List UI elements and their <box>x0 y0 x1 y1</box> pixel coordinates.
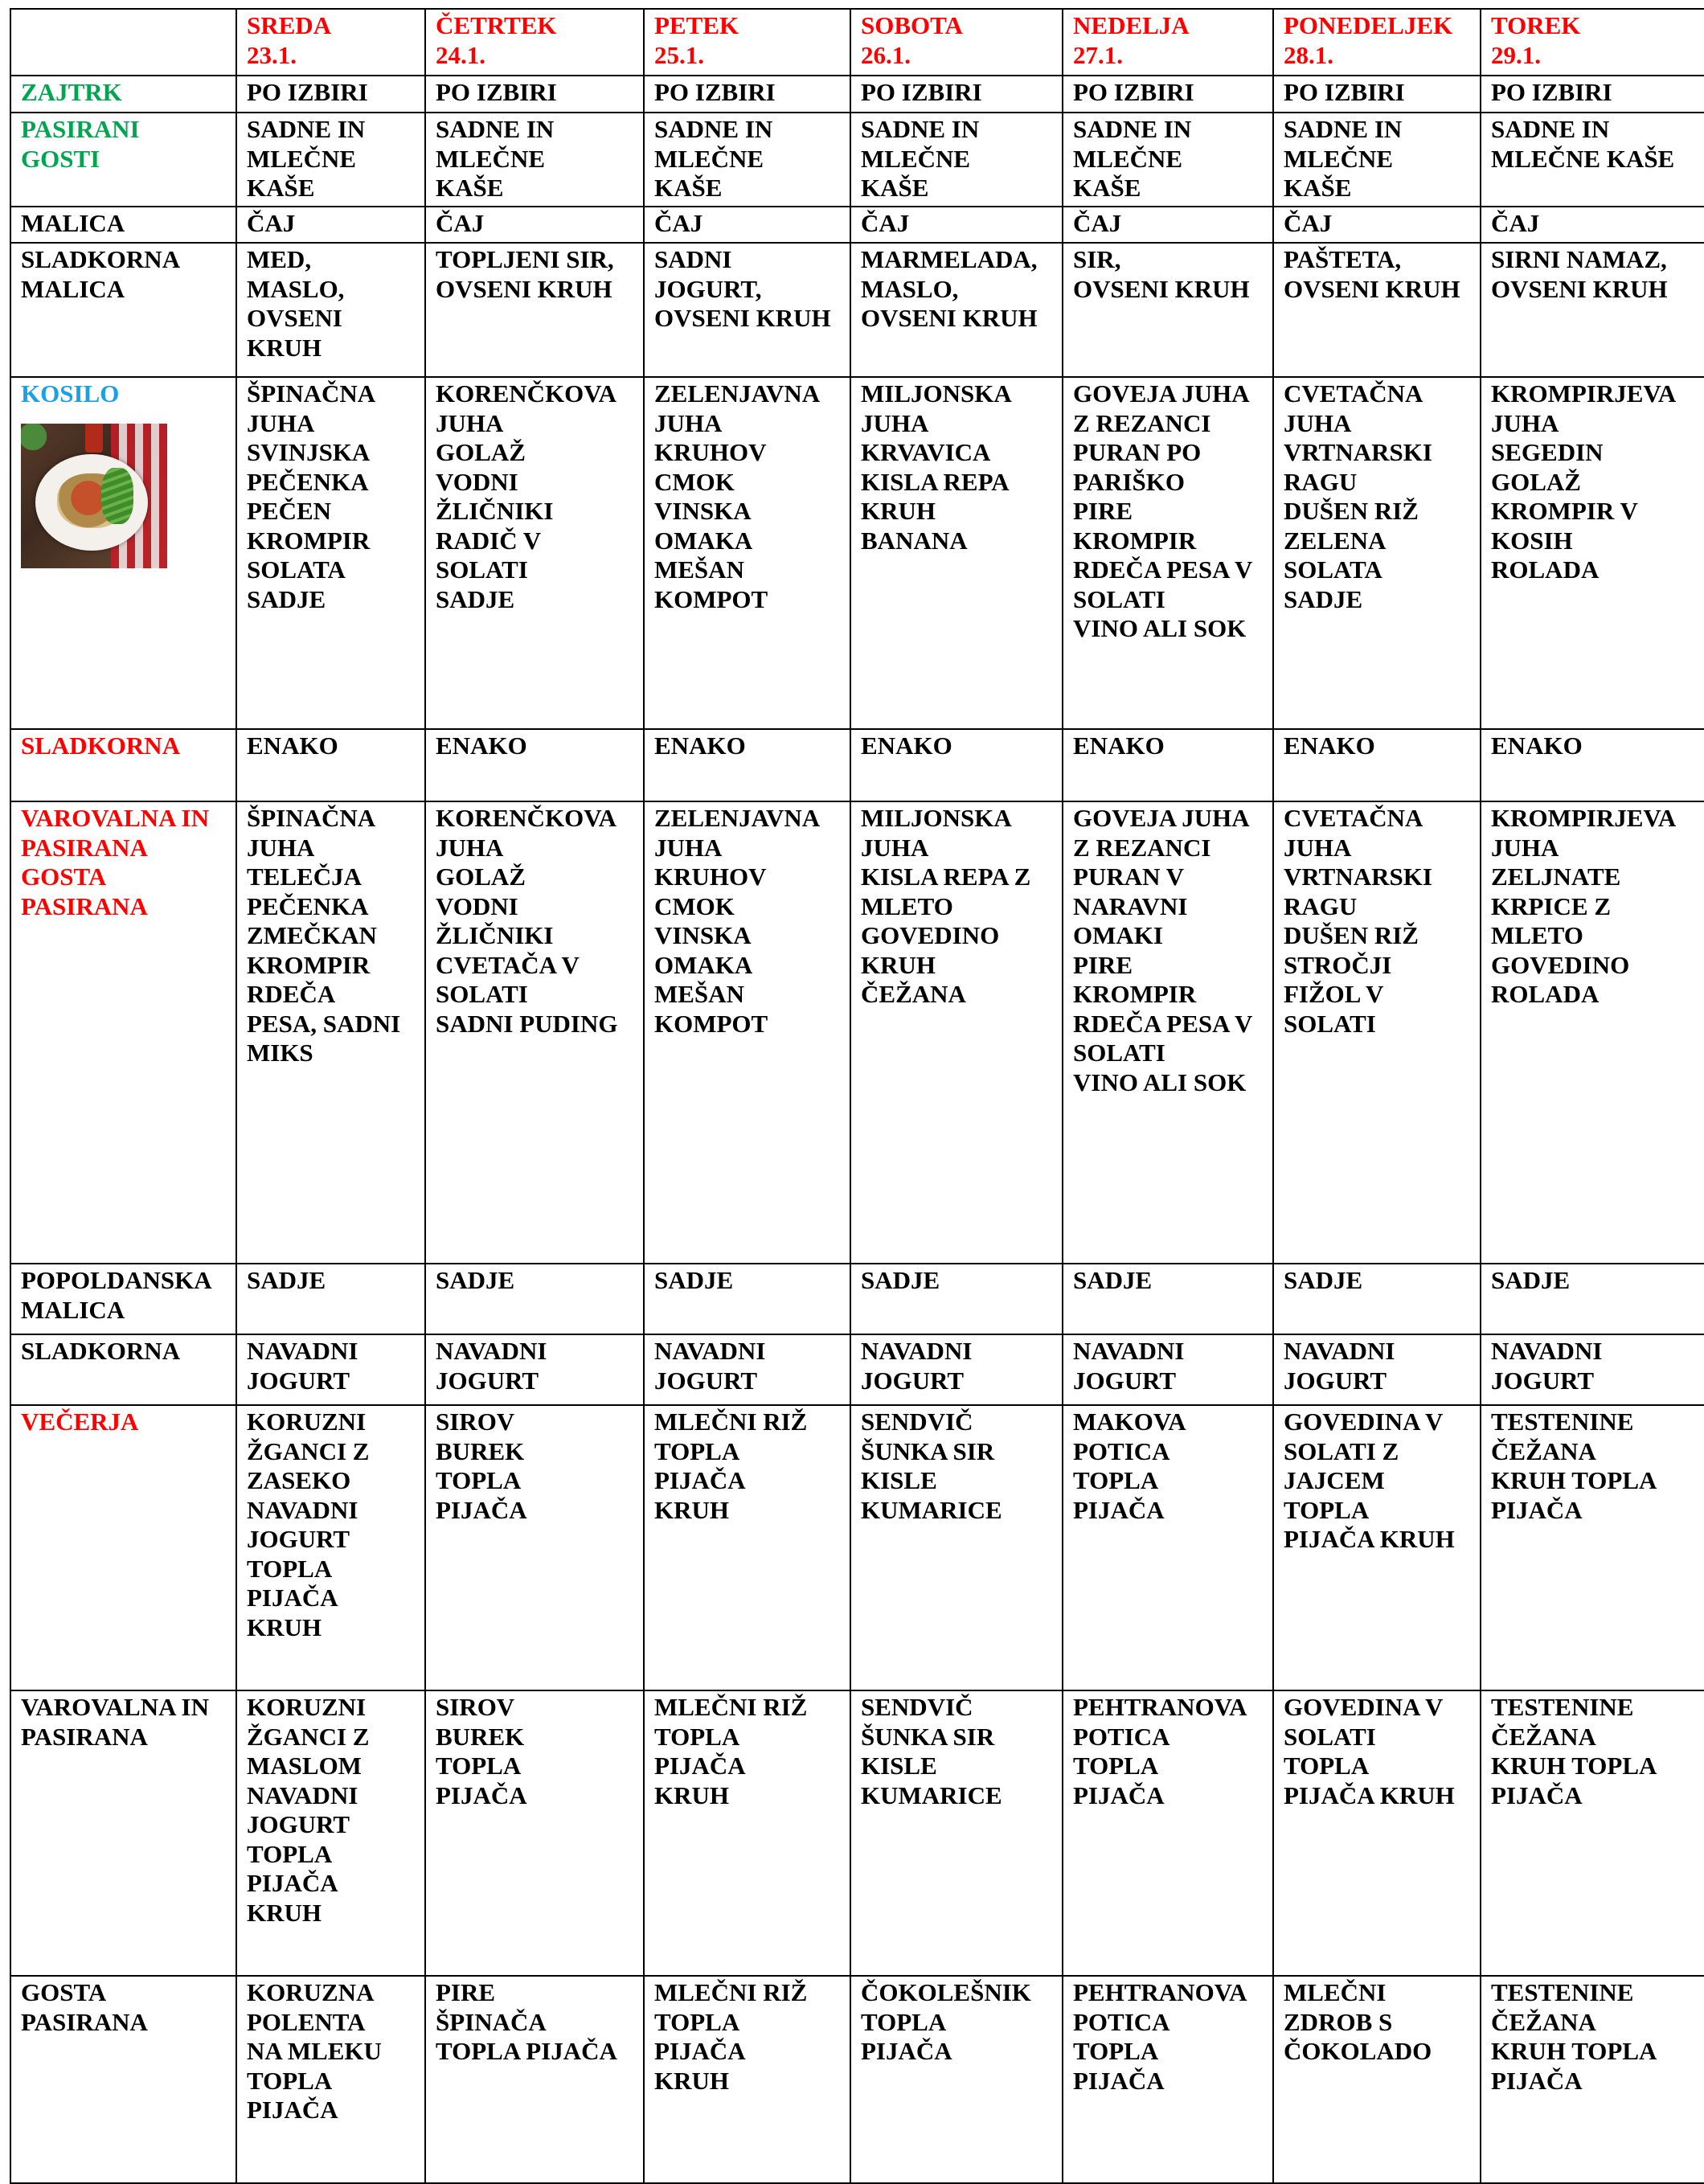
menu-item-text: TESTENINE ČEŽANA KRUH TOPLA PIJAČA <box>1491 1978 1657 2095</box>
menu-item-text: SADJE <box>247 1266 326 1294</box>
menu-cell <box>1063 1690 1273 1976</box>
day-name: ČETRTEK <box>436 11 557 39</box>
menu-item-text: CVETAČNA JUHA VRTNARSKI RAGU DUŠEN RIŽ STROČJI FIŽOL V SOLATI <box>1284 804 1432 1038</box>
meal-label-cell <box>10 1976 236 2183</box>
menu-item-text: SADNE IN MLEČNE KAŠE <box>1284 115 1403 202</box>
menu-cell <box>1273 1334 1481 1405</box>
menu-cell <box>425 76 644 113</box>
menu-item-text: NAVADNI JOGURT <box>436 1337 547 1395</box>
menu-item-text: NAVADNI JOGURT <box>247 1337 358 1395</box>
menu-cell <box>1481 1334 1704 1405</box>
menu-cell <box>644 729 850 801</box>
menu-item-text: PO IZBIRI <box>1073 78 1194 106</box>
menu-item-text: SADNE IN MLEČNE KAŠE <box>654 115 773 202</box>
menu-item-text: MAKOVA POTICA TOPLA PIJAČA <box>1073 1408 1186 1524</box>
menu-item-text: KROMPIRJEVA JUHA ZELJNATE KRPICE Z MLETO GOVEDINO ROLADA <box>1491 804 1677 1008</box>
menu-cell <box>1481 76 1704 113</box>
menu-cell <box>644 1405 850 1690</box>
day-header-cell <box>425 9 644 76</box>
food-photo-bottle <box>85 424 103 453</box>
menu-item-text: SENDVIČ ŠUNKA SIR KISLE KUMARICE <box>861 1693 1002 1809</box>
menu-item-text: SADNE IN MLEČNE KAŠE <box>1491 115 1675 173</box>
menu-item-text: MILJONSKA JUHA KISLA REPA Z MLETO GOVEDINO KRUH ČEŽANA <box>861 804 1031 1008</box>
menu-item-text: ČAJ <box>654 209 703 237</box>
menu-item-text: SADJE <box>436 1266 515 1294</box>
menu-item-text: NAVADNI JOGURT <box>654 1337 766 1395</box>
menu-cell <box>1063 1334 1273 1405</box>
menu-item-text: PO IZBIRI <box>654 78 776 106</box>
menu-item-text: GOVEDINA V SOLATI Z JAJCEM TOPLA PIJAČA KRUH <box>1284 1408 1455 1553</box>
menu-item-text: ŠPINAČNA JUHA SVINJSKA PEČENKA PEČEN KROMPIR SOLATA SADJE <box>247 379 376 613</box>
menu-item-text: KROMPIRJEVA JUHA SEGEDIN GOLAŽ KROMPIR V KOSIH ROLADA <box>1491 379 1677 584</box>
meal-label-cell <box>10 1405 236 1690</box>
menu-cell <box>1063 76 1273 113</box>
menu-cell <box>236 377 425 729</box>
menu-item-text: SADJE <box>861 1266 940 1294</box>
menu-cell <box>236 1334 425 1405</box>
meal-label-cell <box>10 1690 236 1976</box>
menu-item-text: ČAJ <box>861 209 910 237</box>
menu-cell <box>1273 729 1481 801</box>
menu-cell <box>236 1690 425 1976</box>
menu-cell <box>1481 1264 1704 1334</box>
menu-item-text: KORENČKOVA JUHA GOLAŽ VODNI ŽLIČNIKI CVETAČA V SOLATI SADNI PUDING <box>436 804 618 1038</box>
menu-cell <box>1481 1690 1704 1976</box>
meal-label-cell <box>10 207 236 243</box>
meal-label: POPOLDANSKA MALICA <box>21 1266 212 1324</box>
menu-cell <box>1273 113 1481 207</box>
meal-row <box>10 76 1704 113</box>
menu-cell <box>425 1264 644 1334</box>
menu-item-text: PAŠTETA, OVSENI KRUH <box>1284 245 1460 303</box>
menu-item-text: TOPLJENI SIR, OVSENI KRUH <box>436 245 614 303</box>
menu-item-text: SADJE <box>1073 1266 1153 1294</box>
menu-item-text: SADJE <box>1284 1266 1363 1294</box>
menu-cell <box>1273 1690 1481 1976</box>
meal-label: ZAJTRK <box>21 78 122 106</box>
menu-cell <box>236 207 425 243</box>
menu-item-text: SIRNI NAMAZ, OVSENI KRUH <box>1491 245 1668 303</box>
menu-cell <box>425 729 644 801</box>
menu-cell <box>850 801 1063 1264</box>
menu-item-text: TESTENINE ČEŽANA KRUH TOPLA PIJAČA <box>1491 1408 1657 1524</box>
meal-label: PASIRANI GOSTI <box>21 115 140 173</box>
menu-item-text: ŠPINAČNA JUHA TELEČJA PEČENKA ZMEČKAN KROMPIR RDEČA PESA, SADNI MIKS <box>247 804 401 1067</box>
menu-cell <box>1063 1264 1273 1334</box>
menu-item-text: MLEČNI RIŽ TOPLA PIJAČA KRUH <box>654 1693 808 1809</box>
menu-cell <box>850 1405 1063 1690</box>
menu-cell <box>644 801 850 1264</box>
menu-item-text: SADNE IN MLEČNE KAŠE <box>1073 115 1192 202</box>
menu-cell <box>425 113 644 207</box>
menu-cell <box>425 207 644 243</box>
meal-row <box>10 377 1704 729</box>
menu-item-text: NAVADNI JOGURT <box>1284 1337 1395 1395</box>
menu-cell <box>644 243 850 377</box>
meal-label: VEČERJA <box>21 1408 139 1436</box>
day-date: 29.1. <box>1491 40 1541 69</box>
menu-item-text: TESTENINE ČEŽANA KRUH TOPLA PIJAČA <box>1491 1693 1657 1809</box>
menu-item-text: PO IZBIRI <box>1284 78 1405 106</box>
menu-item-text: SADNE IN MLEČNE KAŠE <box>436 115 555 202</box>
meal-row <box>10 1976 1704 2183</box>
menu-cell <box>1273 1264 1481 1334</box>
menu-cell <box>425 1976 644 2183</box>
day-header-cell <box>644 9 850 76</box>
menu-cell <box>1273 1405 1481 1690</box>
meal-label: VAROVALNA IN PASIRANA GOSTA PASIRANA <box>21 804 209 920</box>
menu-cell <box>644 377 850 729</box>
menu-item-text: ENAKO <box>861 731 952 760</box>
menu-cell <box>850 76 1063 113</box>
menu-cell <box>850 1976 1063 2183</box>
menu-cell <box>1481 207 1704 243</box>
menu-item-text: CVETAČNA JUHA VRTNARSKI RAGU DUŠEN RIŽ ZELENA SOLATA SADJE <box>1284 379 1432 613</box>
menu-cell <box>425 801 644 1264</box>
meal-label-cell <box>10 1264 236 1334</box>
menu-item-text: ČAJ <box>436 209 485 237</box>
menu-item-text: SADJE <box>654 1266 734 1294</box>
meal-row <box>10 729 1704 801</box>
menu-cell <box>850 1334 1063 1405</box>
menu-cell <box>644 1976 850 2183</box>
menu-item-text: KORUZNA POLENTA NA MLEKU TOPLA PIJAČA <box>247 1978 382 2124</box>
menu-item-text: PO IZBIRI <box>1491 78 1612 106</box>
menu-item-text: ČOKOLEŠNIK TOPLA PIJAČA <box>861 1978 1031 2065</box>
menu-cell <box>425 377 644 729</box>
menu-item-text: ZELENJAVNA JUHA KRUHOV CMOK VINSKA OMAKA MEŠAN KOMPOT <box>654 379 821 613</box>
day-date: 27.1. <box>1073 40 1123 69</box>
menu-item-text: KORENČKOVA JUHA GOLAŽ VODNI ŽLIČNIKI RADIČ V SOLATI SADJE <box>436 379 617 613</box>
menu-item-text: PEHTRANOVA POTICA TOPLA PIJAČA <box>1073 1978 1247 2095</box>
meal-row <box>10 1264 1704 1334</box>
day-header-cell <box>1273 9 1481 76</box>
day-name: SOBOTA <box>861 11 963 39</box>
menu-cell <box>1481 729 1704 801</box>
menu-cell <box>1273 801 1481 1264</box>
menu-cell <box>1481 1976 1704 2183</box>
menu-item-text: PO IZBIRI <box>247 78 368 106</box>
menu-cell <box>850 377 1063 729</box>
menu-cell <box>1481 801 1704 1264</box>
meal-label: SLADKORNA <box>21 1337 181 1365</box>
menu-item-text: SADNI JOGURT, OVSENI KRUH <box>654 245 831 332</box>
menu-cell <box>644 76 850 113</box>
menu-cell <box>236 113 425 207</box>
menu-cell <box>1063 1976 1273 2183</box>
menu-cell <box>850 1264 1063 1334</box>
menu-cell <box>236 1976 425 2183</box>
menu-cell <box>850 207 1063 243</box>
menu-cell <box>236 1264 425 1334</box>
menu-cell <box>1273 243 1481 377</box>
menu-cell <box>850 1690 1063 1976</box>
menu-cell <box>644 1690 850 1976</box>
menu-item-text: ENAKO <box>1073 731 1165 760</box>
day-name: PONEDELJEK <box>1284 11 1453 39</box>
day-date: 26.1. <box>861 40 911 69</box>
menu-cell <box>236 76 425 113</box>
day-header-cell <box>1063 9 1273 76</box>
menu-cell <box>1481 243 1704 377</box>
menu-item-text: PEHTRANOVA POTICA TOPLA PIJAČA <box>1073 1693 1247 1809</box>
menu-item-text: PIRE ŠPINAČA TOPLA PIJAČA <box>436 1978 617 2065</box>
meal-label: VAROVALNA IN PASIRANA <box>21 1693 209 1751</box>
menu-cell <box>236 243 425 377</box>
day-header-cell <box>850 9 1063 76</box>
menu-item-text: SADNE IN MLEČNE KAŠE <box>247 115 366 202</box>
menu-item-text: PO IZBIRI <box>436 78 557 106</box>
menu-item-text: MLEČNI RIŽ TOPLA PIJAČA KRUH <box>654 1978 808 2095</box>
menu-item-text: NAVADNI JOGURT <box>1073 1337 1185 1395</box>
menu-cell <box>425 1690 644 1976</box>
day-date: 28.1. <box>1284 40 1333 69</box>
menu-cell <box>425 1405 644 1690</box>
meal-label: KOSILO <box>21 379 120 408</box>
meal-label: SLADKORNA MALICA <box>21 245 181 303</box>
meal-label: MALICA <box>21 209 125 237</box>
menu-item-text: KORUZNI ŽGANCI Z ZASEKO NAVADNI JOGURT TOPLA PIJAČA KRUH <box>247 1408 370 1641</box>
menu-item-text: SENDVIČ ŠUNKA SIR KISLE KUMARICE <box>861 1408 1002 1524</box>
menu-item-text: ENAKO <box>654 731 746 760</box>
menu-item-text: ZELENJAVNA JUHA KRUHOV CMOK VINSKA OMAKA MEŠAN KOMPOT <box>654 804 821 1038</box>
menu-item-text: ČAJ <box>1284 209 1333 237</box>
menu-cell <box>1063 801 1273 1264</box>
menu-item-text: ENAKO <box>1491 731 1583 760</box>
day-date: 25.1. <box>654 40 704 69</box>
menu-cell <box>236 801 425 1264</box>
food-photo <box>21 424 167 568</box>
meal-label-cell <box>10 729 236 801</box>
day-name: SREDA <box>247 11 332 39</box>
menu-cell <box>850 729 1063 801</box>
menu-cell <box>1481 113 1704 207</box>
menu-item-text: MILJONSKA JUHA KRVAVICA KISLA REPA KRUH BANANA <box>861 379 1012 555</box>
weekly-menu-table <box>10 8 1704 2184</box>
menu-cell <box>644 113 850 207</box>
menu-cell <box>1063 207 1273 243</box>
meal-label-cell <box>10 1334 236 1405</box>
day-name: NEDELJA <box>1073 11 1190 39</box>
menu-item-text: ČAJ <box>1491 209 1540 237</box>
menu-cell <box>1063 729 1273 801</box>
menu-cell <box>425 1334 644 1405</box>
menu-body <box>10 9 1704 2183</box>
menu-item-text: NAVADNI JOGURT <box>861 1337 973 1395</box>
menu-item-text: SADNE IN MLEČNE KAŠE <box>861 115 980 202</box>
menu-item-text: GOVEJA JUHA Z REZANCI PURAN PO PARIŠKO PIRE KROMPIR RDEČA PESA V SOLATI VINO ALI SOK <box>1073 379 1253 642</box>
meal-label-cell <box>10 377 236 729</box>
menu-cell <box>236 1405 425 1690</box>
menu-item-text: MLEČNI RIŽ TOPLA PIJAČA KRUH <box>654 1408 808 1524</box>
menu-item-text: GOVEDINA V SOLATI TOPLA PIJAČA KRUH <box>1284 1693 1455 1809</box>
menu-item-text: SIROV BUREK TOPLA PIJAČA <box>436 1408 527 1524</box>
meal-row <box>10 1334 1704 1405</box>
day-name: PETEK <box>654 11 739 39</box>
menu-cell <box>1481 377 1704 729</box>
menu-item-text: SADJE <box>1491 1266 1571 1294</box>
food-photo-beans <box>101 468 133 524</box>
meal-row <box>10 1405 1704 1690</box>
menu-item-text: ENAKO <box>247 731 338 760</box>
day-name: TOREK <box>1491 11 1581 39</box>
menu-cell <box>1063 1405 1273 1690</box>
menu-cell <box>850 243 1063 377</box>
day-header-cell <box>236 9 425 76</box>
menu-item-text: MARMELADA, MASLO, OVSENI KRUH <box>861 245 1038 332</box>
menu-cell <box>1273 76 1481 113</box>
menu-item-text: PO IZBIRI <box>861 78 982 106</box>
menu-item-text: ČAJ <box>1073 209 1122 237</box>
day-date: 24.1. <box>436 40 485 69</box>
corner-cell <box>10 9 236 76</box>
meal-label-cell <box>10 76 236 113</box>
menu-item-text: ENAKO <box>1284 731 1375 760</box>
menu-cell <box>1063 113 1273 207</box>
menu-cell <box>1481 1405 1704 1690</box>
menu-item-text: NAVADNI JOGURT <box>1491 1337 1603 1395</box>
menu-cell <box>644 1334 850 1405</box>
meal-row <box>10 207 1704 243</box>
menu-item-text: GOVEJA JUHA Z REZANCI PURAN V NARAVNI OMAKI PIRE KROMPIR RDEČA PESA V SOLATI VINO ALI SOK <box>1073 804 1253 1096</box>
menu-item-text: MLEČNI ZDROB S ČOKOLADO <box>1284 1978 1432 2065</box>
meal-row <box>10 1690 1704 1976</box>
menu-item-text: SIR, OVSENI KRUH <box>1073 245 1250 303</box>
meal-row <box>10 113 1704 207</box>
menu-cell <box>425 243 644 377</box>
menu-cell <box>236 729 425 801</box>
meal-label-cell <box>10 801 236 1264</box>
menu-cell <box>850 113 1063 207</box>
menu-item-text: SIROV BUREK TOPLA PIJAČA <box>436 1693 527 1809</box>
meal-label-cell <box>10 113 236 207</box>
menu-item-text: KORUZNI ŽGANCI Z MASLOM NAVADNI JOGURT TOPLA PIJAČA KRUH <box>247 1693 370 1927</box>
menu-item-text: ENAKO <box>436 731 527 760</box>
menu-item-text: MED, MASLO, OVSENI KRUH <box>247 245 345 362</box>
header-row <box>10 9 1704 76</box>
menu-cell <box>1273 377 1481 729</box>
menu-cell <box>1273 207 1481 243</box>
menu-cell <box>644 1264 850 1334</box>
menu-cell <box>1063 377 1273 729</box>
meal-label: GOSTA PASIRANA <box>21 1978 148 2036</box>
menu-cell <box>1273 1976 1481 2183</box>
meal-label-cell <box>10 243 236 377</box>
menu-cell <box>1063 243 1273 377</box>
meal-row <box>10 243 1704 377</box>
meal-row <box>10 801 1704 1264</box>
menu-cell <box>644 207 850 243</box>
meal-label: SLADKORNA <box>21 731 181 760</box>
day-date: 23.1. <box>247 40 297 69</box>
menu-item-text: ČAJ <box>247 209 296 237</box>
day-header-cell <box>1481 9 1704 76</box>
food-photo-greens <box>21 424 61 456</box>
